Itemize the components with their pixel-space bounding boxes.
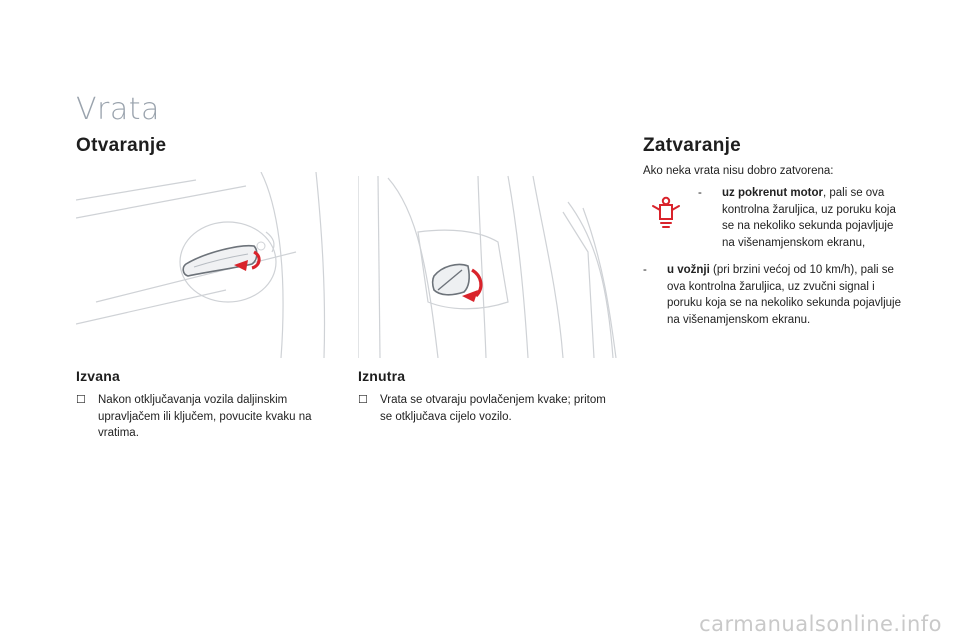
item-rest-line1: (pri brzini većoj od 10 km/h), (709, 264, 858, 276)
inside-instruction (358, 392, 608, 425)
opening-heading: Otvaranje (76, 135, 167, 156)
door-open-warning-icon (647, 192, 685, 230)
closing-heading: Zatvaranje (643, 135, 742, 156)
inside-heading: Iznutra (358, 368, 406, 384)
outside-heading: Izvana (76, 368, 120, 384)
outside-door-handle-illustration (76, 172, 332, 358)
item-bold: uz pokrenut motor (722, 187, 823, 199)
page-title: Vrata (76, 92, 160, 127)
closing-intro: Ako neka vrata nisu dobro zatvorena: (643, 165, 834, 177)
item-dash: - (698, 187, 702, 199)
checkbox-bullet-icon: ☐ (358, 394, 368, 406)
closing-item-driving (643, 262, 911, 328)
item-dash: - (643, 264, 647, 276)
item-rest-lines: kontrolna žaruljica, uz poruku koja se na nekoliko sekunda pojavljuje na višenamjenskom ekranu, (722, 203, 896, 249)
closing-item-engine (698, 185, 908, 251)
watermark: carmanualsonline.info (699, 612, 942, 636)
item-rest-lines: pali se ova kontrolna žaruljica, uz zvučni signal i poruku koja se na nekoliko sekunda pojavljuje na višenamjenskom ekranu. (667, 264, 901, 326)
item-bold: u vožnji (667, 264, 710, 276)
outside-instruction (76, 392, 326, 442)
inside-instruction-text: Vrata se otvaraju povlačenjem kvake; pritom se otključava cijelo vozilo. (380, 394, 606, 423)
outside-instruction-text: Nakon otključavanja vozila daljinskim upravljačem ili ključem, povucite kvaku na vratima. (98, 394, 312, 440)
item-rest-line1: , pali se ova (822, 187, 885, 199)
inside-door-handle-illustration (358, 172, 620, 358)
checkbox-bullet-icon: ☐ (76, 394, 86, 406)
